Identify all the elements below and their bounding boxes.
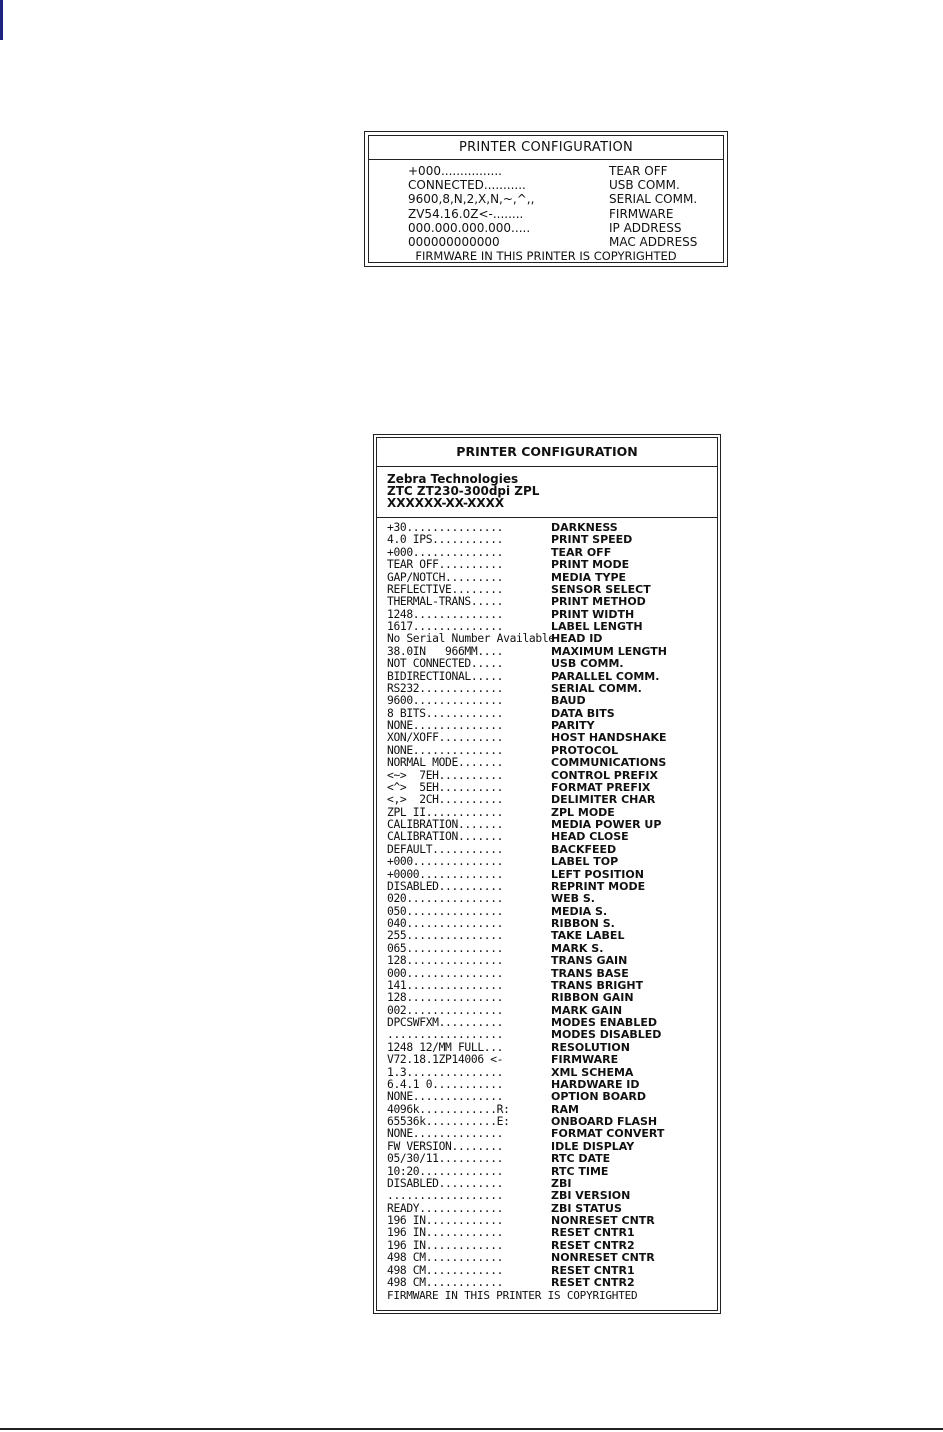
config-setting: PARITY xyxy=(551,719,595,732)
config-setting: HEAD ID xyxy=(551,632,603,646)
config-value: NORMAL MODE....... xyxy=(387,756,504,770)
config-setting: XML SCHEMA xyxy=(551,1065,634,1079)
config-value: 196 IN............ xyxy=(387,1238,504,1252)
config-value: 128............... xyxy=(387,991,504,1005)
config-row xyxy=(377,534,717,546)
config-value: 498 CM............ xyxy=(387,1251,504,1265)
config-value: DEFAULT........... xyxy=(387,842,504,856)
config-setting: SERIAL COMM. xyxy=(609,192,698,207)
config-value: ZV54.16.0Z<-........ xyxy=(408,206,524,221)
config-setting: OPTION BOARD xyxy=(551,1090,646,1104)
config-value: 1617.............. xyxy=(387,620,504,633)
config-value: .................. xyxy=(387,1028,504,1042)
config-setting: HEAD CLOSE xyxy=(551,830,629,844)
config-setting: NONRESET CNTR xyxy=(551,1214,655,1227)
config-setting: TRANS BRIGHT xyxy=(551,978,644,992)
config-setting: MARK S. xyxy=(551,941,604,955)
config-value: V72.18.1ZP14006 <- xyxy=(387,1053,504,1067)
config-row xyxy=(377,732,717,744)
config-setting: LABEL TOP xyxy=(551,855,619,869)
config-value: GAP/NOTCH......... xyxy=(387,570,504,584)
config-setting: COMMUNICATIONS xyxy=(551,756,667,770)
config-value: <~> 7EH.......... xyxy=(387,768,504,782)
config-setting: BACKFEED xyxy=(551,842,617,856)
config-setting: LABEL LENGTH xyxy=(551,620,643,633)
config-setting: TRANS GAIN xyxy=(551,954,628,968)
config-setting: RIBBON S. xyxy=(551,917,615,930)
config-row xyxy=(369,207,723,221)
config-value: TEAR OFF.......... xyxy=(387,558,504,572)
config-value: +000.............. xyxy=(387,855,504,869)
config-value: 050............... xyxy=(387,904,504,918)
config-setting: PRINT MODE xyxy=(551,558,630,572)
config-row xyxy=(377,1128,717,1140)
config-label-full xyxy=(373,434,721,1314)
config-value: 000.000.000.000..... xyxy=(408,220,531,235)
config-value: 000000000000 xyxy=(408,234,500,249)
config-value: <,> 2CH.......... xyxy=(387,793,504,807)
config-value: 65536k...........E: xyxy=(387,1115,510,1128)
config-setting: PARALLEL COMM. xyxy=(551,669,660,683)
config-value: <^> 5EH.......... xyxy=(387,780,504,794)
config-value: 8 BITS............ xyxy=(387,706,504,720)
config-value: NONE.............. xyxy=(387,1090,504,1104)
config-value: 196 IN............ xyxy=(387,1226,504,1240)
config-row xyxy=(369,221,723,235)
config-setting: FIRMWARE xyxy=(609,206,674,221)
config-setting: RTC DATE xyxy=(551,1152,611,1166)
config-row xyxy=(377,1153,717,1165)
config-setting: MAC ADDRESS xyxy=(609,234,698,249)
config-setting: RAM xyxy=(551,1102,579,1116)
config-setting: TEAR OFF xyxy=(551,545,612,559)
config-setting: WEB S. xyxy=(551,892,595,906)
config-value: CONNECTED........... xyxy=(408,178,526,193)
config-setting: ZBI STATUS xyxy=(551,1201,622,1215)
config-value: NONE.............. xyxy=(387,719,504,732)
config-row xyxy=(377,992,717,1004)
serial-line: XXXXXX-XX-XXXX xyxy=(387,496,505,510)
config-setting: ZPL MODE xyxy=(551,805,615,819)
config-setting: MEDIA TYPE xyxy=(551,570,627,584)
config-row xyxy=(377,1029,717,1041)
config-label-small-inner xyxy=(368,135,724,263)
config-row xyxy=(377,1091,717,1103)
config-value: NONE.............. xyxy=(387,743,504,757)
config-setting: PRINT METHOD xyxy=(551,595,646,609)
config-value: DISABLED.......... xyxy=(387,1176,504,1190)
config-value: 1248 12/MM FULL... xyxy=(387,1040,504,1054)
config-value: 6.4.1 0........... xyxy=(387,1077,504,1091)
config-setting: IDLE DISPLAY xyxy=(551,1139,635,1153)
config-value: 196 IN............ xyxy=(387,1214,504,1227)
config-value: READY............. xyxy=(387,1201,504,1215)
config-setting: MAXIMUM LENGTH xyxy=(551,644,667,658)
config-value: 9600,8,N,2,X,N,~,^,, xyxy=(408,192,535,207)
config-setting: HOST HANDSHAKE xyxy=(551,731,667,745)
config-value: +000................ xyxy=(408,164,502,178)
config-value: 255............... xyxy=(387,929,504,943)
config-setting: NONRESET CNTR xyxy=(551,1251,655,1265)
config-label-full-rows xyxy=(377,518,717,1289)
config-label-full-inner xyxy=(376,437,718,1311)
config-value: 05/30/11.......... xyxy=(387,1152,504,1166)
config-value: CALIBRATION....... xyxy=(387,818,504,831)
config-value: ZPL II............ xyxy=(387,805,504,819)
config-setting: ONBOARD FLASH xyxy=(551,1115,658,1128)
config-value: 1.3............... xyxy=(387,1065,504,1079)
config-setting: MODES DISABLED xyxy=(551,1028,662,1042)
config-setting: BAUD xyxy=(551,694,586,708)
config-setting: ZBI xyxy=(551,1176,572,1190)
config-row xyxy=(369,192,723,206)
config-value: 10:20............. xyxy=(387,1164,504,1178)
config-row xyxy=(369,164,723,178)
config-value: CALIBRATION....... xyxy=(387,830,504,844)
config-value: 141............... xyxy=(387,978,504,992)
footer-rule xyxy=(0,1428,943,1430)
config-value: NONE.............. xyxy=(387,1127,504,1141)
config-setting: DARKNESS xyxy=(551,521,618,534)
config-setting: PROTOCOL xyxy=(551,743,619,757)
config-setting: PRINT SPEED xyxy=(551,533,633,547)
page-corner-mark xyxy=(0,0,3,40)
config-setting: RTC TIME xyxy=(551,1164,609,1178)
config-row xyxy=(377,893,717,905)
config-row xyxy=(377,955,717,967)
config-value: 38.0IN 966MM.... xyxy=(387,644,504,658)
config-value: REFLECTIVE........ xyxy=(387,582,504,596)
config-value: THERMAL-TRANS..... xyxy=(387,595,504,609)
config-row xyxy=(377,856,717,868)
config-value: 000............... xyxy=(387,966,504,980)
config-value: 498 CM............ xyxy=(387,1275,504,1289)
config-setting: USB COMM. xyxy=(609,178,680,193)
config-setting: FIRMWARE xyxy=(551,1053,619,1067)
config-setting: IP ADDRESS xyxy=(609,220,682,235)
config-value: BIDIRECTIONAL..... xyxy=(387,669,504,683)
config-setting: REPRINT MODE xyxy=(551,879,646,893)
config-setting: RESET CNTR2 xyxy=(551,1275,635,1289)
config-label-small-title: PRINTER CONFIGURATION xyxy=(369,136,723,160)
copyright-line: FIRMWARE IN THIS PRINTER IS COPYRIGHTED xyxy=(387,1289,638,1303)
config-value: FW VERSION........ xyxy=(387,1139,504,1153)
config-row xyxy=(377,1190,717,1202)
config-setting: TAKE LABEL xyxy=(551,929,625,943)
config-value: 020............... xyxy=(387,892,504,906)
config-setting: DELIMITER CHAR xyxy=(551,793,656,807)
config-value: DPCSWFXM.......... xyxy=(387,1016,504,1029)
config-setting: HARDWARE ID xyxy=(551,1077,640,1091)
config-setting: LEFT POSITION xyxy=(551,867,644,881)
config-value: 128............... xyxy=(387,954,504,968)
config-setting: CONTROL PREFIX xyxy=(551,768,658,782)
config-label-small xyxy=(364,131,728,267)
config-setting: USB COMM. xyxy=(551,657,624,671)
config-label-full-title: PRINTER CONFIGURATION xyxy=(377,438,717,467)
config-label-small-rows xyxy=(369,160,723,249)
config-value: 1248.............. xyxy=(387,607,504,621)
config-row xyxy=(377,559,717,571)
config-value: DISABLED.......... xyxy=(387,879,504,893)
config-row xyxy=(377,1227,717,1239)
config-row xyxy=(377,831,717,843)
config-row xyxy=(377,596,717,608)
printer-identity xyxy=(377,467,717,518)
config-row xyxy=(377,1277,717,1289)
config-value: +000.............. xyxy=(387,545,504,559)
config-value: 065............... xyxy=(387,941,504,955)
config-setting: MODES ENABLED xyxy=(551,1016,657,1029)
config-value: XON/XOFF.......... xyxy=(387,731,504,745)
config-setting: PRINT WIDTH xyxy=(551,607,635,621)
config-row xyxy=(377,930,717,942)
config-value: 040............... xyxy=(387,917,504,930)
config-setting: TEAR OFF xyxy=(609,164,668,178)
config-setting: FORMAT PREFIX xyxy=(551,780,651,794)
config-value: 002............... xyxy=(387,1003,504,1017)
config-setting: SERIAL COMM. xyxy=(551,681,642,695)
config-row xyxy=(369,235,723,249)
copyright-line: FIRMWARE IN THIS PRINTER IS COPYRIGHTED xyxy=(415,249,677,264)
config-value: .................. xyxy=(387,1189,504,1203)
config-value: 4.0 IPS........... xyxy=(387,533,504,547)
config-value: 498 CM............ xyxy=(387,1263,504,1277)
config-setting: MEDIA S. xyxy=(551,904,608,918)
config-setting: FORMAT CONVERT xyxy=(551,1127,665,1141)
config-value: 9600.............. xyxy=(387,694,504,708)
config-value: RS232............. xyxy=(387,681,504,695)
config-value: No Serial Number Available xyxy=(387,632,555,646)
manufacturer-line: Zebra Technologies xyxy=(387,472,519,486)
config-setting: TRANS BASE xyxy=(551,966,629,980)
config-row xyxy=(377,695,717,707)
config-row xyxy=(377,658,717,670)
config-setting: MEDIA POWER UP xyxy=(551,818,662,831)
config-value: 4096k............R: xyxy=(387,1102,510,1116)
config-row xyxy=(377,794,717,806)
config-setting: RESOLUTION xyxy=(551,1040,630,1054)
config-setting: ZBI VERSION xyxy=(551,1189,631,1203)
config-setting: RESET CNTR2 xyxy=(551,1238,635,1252)
config-setting: MARK GAIN xyxy=(551,1003,623,1017)
config-row xyxy=(377,1054,717,1066)
config-setting: RIBBON GAIN xyxy=(551,991,634,1005)
config-row xyxy=(377,633,717,645)
config-setting: SENSOR SELECT xyxy=(551,582,651,596)
config-setting: RESET CNTR1 xyxy=(551,1263,635,1277)
model-line: ZTC ZT230-300dpi ZPL xyxy=(387,484,540,498)
config-setting: DATA BITS xyxy=(551,706,615,720)
config-row xyxy=(369,178,723,192)
config-setting: RESET CNTR1 xyxy=(551,1226,635,1240)
config-row xyxy=(377,757,717,769)
config-value: NOT CONNECTED..... xyxy=(387,657,504,671)
config-value: +0000............. xyxy=(387,867,504,881)
config-row xyxy=(377,1252,717,1264)
config-value: +30............... xyxy=(387,521,504,534)
